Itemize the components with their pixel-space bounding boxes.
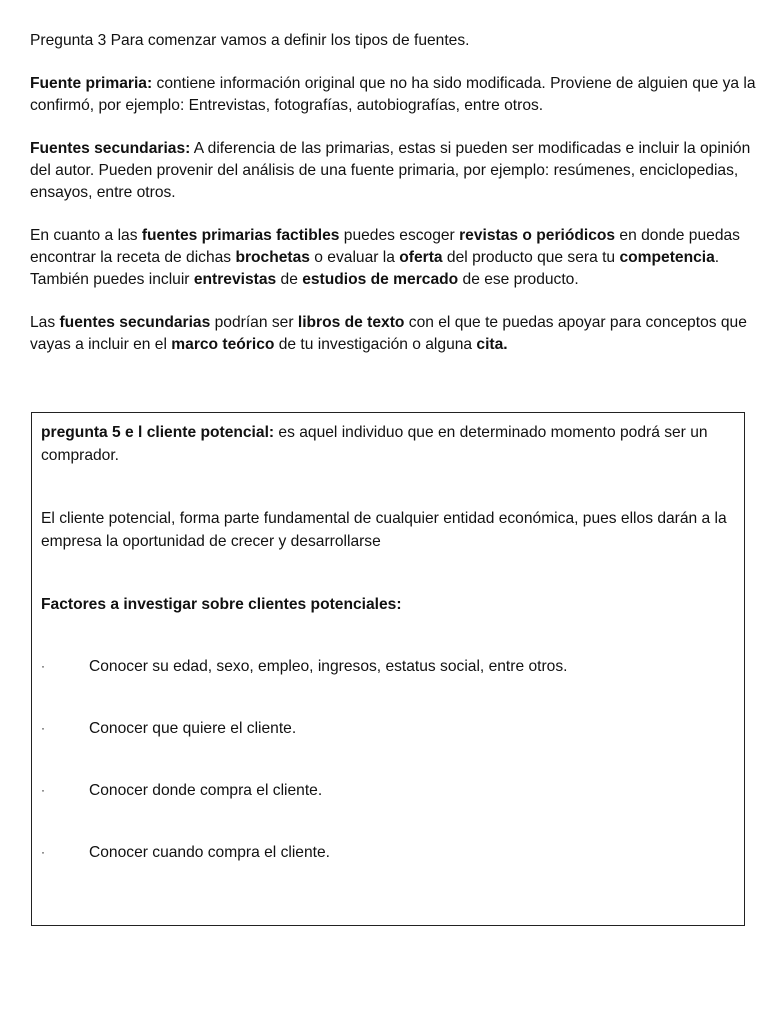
text-segment: con el que te puedas apoyar para conceptos que vayas a incluir en el bbox=[30, 314, 747, 353]
text-segment: En cuanto a las bbox=[30, 227, 142, 244]
text-segment: podrían ser bbox=[210, 314, 298, 331]
pregunta3-section bbox=[30, 30, 760, 356]
factores-heading-text: Factores a investigar sobre clientes potenciales: bbox=[41, 596, 402, 613]
bullet-icon: · bbox=[41, 783, 45, 797]
factor-text: Conocer cuando compra el cliente. bbox=[89, 844, 330, 861]
fuentes-secundarias-uso-paragraph bbox=[30, 312, 760, 356]
bold-segment: revistas o periódicos bbox=[459, 227, 616, 244]
bold-segment: oferta bbox=[399, 249, 443, 266]
text-segment: puedes escoger bbox=[339, 227, 460, 244]
fuentes-factibles-paragraph bbox=[30, 225, 760, 291]
bullet-icon: · bbox=[41, 845, 45, 859]
factor-text: Conocer que quiere el cliente. bbox=[89, 720, 297, 737]
bold-segment: brochetas bbox=[235, 249, 310, 266]
factor-list-item bbox=[41, 717, 731, 740]
factor-text: Conocer donde compra el cliente. bbox=[89, 782, 323, 799]
factor-list-item bbox=[41, 655, 731, 678]
fuente-primaria-text: contiene información original que no ha sido modificada. Proviene de alguien que ya la confirmó, por ejemplo: Entrevistas, fotografías, autobiografías, entre otros. bbox=[30, 75, 756, 114]
pregunta3-intro: Pregunta 3 Para comenzar vamos a definir los tipos de fuentes. bbox=[30, 32, 470, 49]
text-segment: en donde puedas encontrar la receta de dichas bbox=[30, 227, 740, 266]
pregunta5-box bbox=[31, 412, 745, 926]
text-segment: de tu investigación o alguna bbox=[274, 336, 477, 353]
factor-text: Conocer su edad, sexo, empleo, ingresos, estatus social, entre otros. bbox=[89, 658, 568, 675]
fuentes-secundarias-text: A diferencia de las primarias, estas si pueden ser modificadas e incluir la opinión del autor. Pueden provenir del análisis de una fuente primaria, por ejemplo: resúmenes, enciclopedias, ensayos, entre otros. bbox=[30, 140, 751, 201]
bold-segment: marco teórico bbox=[171, 336, 275, 353]
factor-list-item bbox=[41, 841, 731, 864]
bold-segment: cita. bbox=[476, 336, 508, 353]
fuentes-secundarias-label: Fuentes secundarias: bbox=[30, 140, 191, 157]
bold-segment: fuentes primarias factibles bbox=[141, 227, 340, 244]
fuente-primaria-label: Fuente primaria: bbox=[30, 75, 153, 92]
text-segment: Las bbox=[30, 314, 60, 331]
pregunta5-label: pregunta 5 e l cliente potencial: bbox=[41, 424, 275, 441]
text-segment: o evaluar la bbox=[309, 249, 400, 266]
factor-list-item bbox=[41, 779, 731, 802]
bullet-icon: · bbox=[41, 659, 45, 673]
cliente-potencial-text: es aquel individuo que en determinado momento podrá ser un comprador. bbox=[41, 424, 708, 464]
factores-heading bbox=[41, 593, 731, 616]
fuente-primaria-paragraph bbox=[30, 73, 760, 117]
text-segment: de bbox=[276, 271, 303, 288]
bold-segment: competencia bbox=[619, 249, 715, 266]
text-segment: de ese producto. bbox=[458, 271, 579, 288]
text-segment: . También puedes incluir bbox=[30, 249, 720, 288]
fuentes-secundarias-paragraph bbox=[30, 138, 760, 204]
cliente-potencial-importance: El cliente potencial, forma parte fundamental de cualquier entidad económica, pues ellos darán a la empresa la oportunidad de crecer y desarrollarse bbox=[41, 510, 727, 550]
bold-segment: fuentes secundarias bbox=[59, 314, 211, 331]
bold-segment: entrevistas bbox=[193, 271, 277, 288]
bullet-icon: · bbox=[41, 721, 45, 735]
bold-segment: libros de texto bbox=[297, 314, 405, 331]
cliente-potencial-definition bbox=[41, 421, 731, 467]
text-segment: del producto que sera tu bbox=[442, 249, 620, 266]
bold-segment: estudios de mercado bbox=[302, 271, 459, 288]
